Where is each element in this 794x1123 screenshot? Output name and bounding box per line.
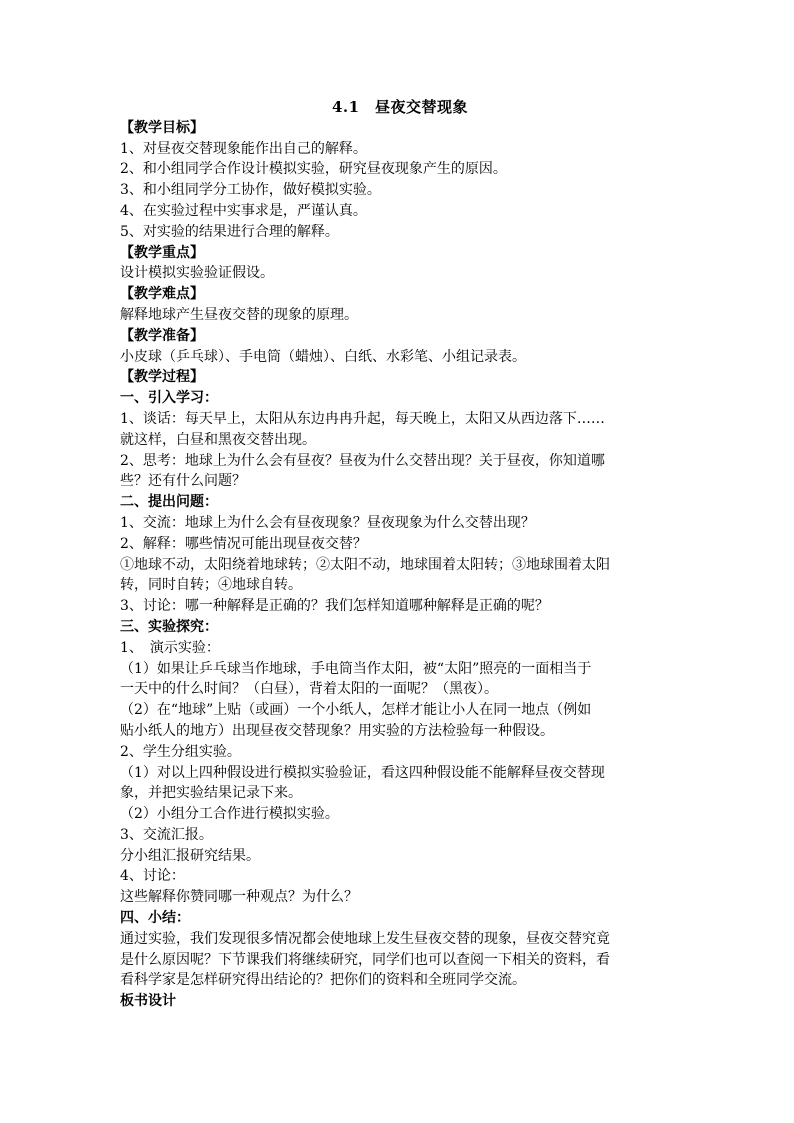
body-line: 2、解释：哪些情况可能出现昼夜交替？ xyxy=(120,535,367,552)
section-heading-experiment: 三、实验探究： xyxy=(120,618,218,635)
body-line: 这些解释你赞同哪一种观点？为什么？ xyxy=(120,889,358,906)
body-line: 1、 演示实验： xyxy=(120,639,220,656)
goals-heading: 【教学目标】 xyxy=(120,119,204,136)
section-heading-summary: 四、小结： xyxy=(120,910,190,927)
difficulty-text: 解释地球产生昼夜交替的现象的原理。 xyxy=(120,306,358,323)
goal-item: 2、和小组同学合作设计模拟实验，研究昼夜现象产生的原因。 xyxy=(120,161,507,178)
body-line: （1）如果让乒乓球当作地球，手电筒当作太阳，被“太阳”照亮的一面相当于 xyxy=(120,660,592,677)
section-heading-intro: 一、引入学习： xyxy=(120,390,218,407)
body-line: 是什么原因呢？下节课我们将继续研究，同学们也可以查阅一下相关的资料，看 xyxy=(120,951,610,968)
goal-item: 1、对昼夜交替现象能作出自己的解释。 xyxy=(120,140,367,157)
difficulty-heading: 【教学难点】 xyxy=(120,286,204,303)
body-line: 一天中的什么时间？（白昼），背着太阳的一面呢？（黑夜）。 xyxy=(120,681,498,698)
key-point-heading: 【教学重点】 xyxy=(120,244,204,261)
body-line: 1、交流：地球上为什么会有昼夜现象？昼夜现象为什么交替出现？ xyxy=(120,514,535,531)
body-line: 就这样，白昼和黑夜交替出现。 xyxy=(120,431,316,448)
document-page xyxy=(120,97,680,1012)
body-line: 2、思考：地球上为什么会有昼夜？昼夜为什么交替出现？关于昼夜，你知道哪 xyxy=(120,452,605,469)
body-line: 贴小纸人的地方）出现昼夜交替现象？用实验的方法检验每一种假设。 xyxy=(120,722,554,739)
page-title: 4.1 昼夜交替现象 xyxy=(331,98,469,116)
goal-item: 4、在实验过程中实事求是，严谨认真。 xyxy=(120,202,367,219)
key-point-text: 设计模拟实验验证假设。 xyxy=(120,265,274,282)
body-line: 1、谈话：每天早上，太阳从东边冉冉升起，每天晚上，太阳又从西边落下…… xyxy=(120,410,605,427)
body-line: 转，同时自转；④地球自转。 xyxy=(120,577,302,594)
body-line: （2）在“地球”上贴（或画）一个小纸人，怎样才能让小人在同一地点（例如 xyxy=(120,702,592,719)
body-line: （1）对以上四种假设进行模拟实验验证，看这四种假设能不能解释昼夜交替现 xyxy=(120,764,605,781)
body-line: 4、讨论： xyxy=(120,868,185,885)
board-design-heading: 板书设计 xyxy=(120,993,176,1010)
process-heading: 【教学过程】 xyxy=(120,369,204,386)
preparation-text: 小皮球（乒乓球）、手电筒（蜡烛）、白纸、水彩笔、小组记录表。 xyxy=(120,348,526,365)
body-line: 分小组汇报研究结果。 xyxy=(120,847,260,864)
section-heading-question: 二、提出问题： xyxy=(120,494,218,511)
goal-item: 3、和小组同学分工协作，做好模拟实验。 xyxy=(120,182,381,199)
body-line: 2、学生分组实验。 xyxy=(120,743,241,760)
body-line: 3、讨论：哪一种解释是正确的？我们怎样知道哪种解释是正确的呢？ xyxy=(120,598,549,615)
body-line: 通过实验，我们发现很多情况都会使地球上发生昼夜交替的现象，昼夜交替究竟 xyxy=(120,930,610,947)
body-line: 些？还有什么问题？ xyxy=(120,473,246,490)
body-line: 3、交流汇报。 xyxy=(120,826,213,843)
body-line: 象，并把实验结果记录下来。 xyxy=(120,785,302,802)
goal-item: 5、对实验的结果进行合理的解释。 xyxy=(120,223,339,240)
body-line: 看科学家是怎样研究得出结论的？把你们的资料和全班同学交流。 xyxy=(120,972,526,989)
body-line: （2）小组分工合作进行模拟实验。 xyxy=(120,806,339,823)
body-line: ①地球不动，太阳绕着地球转；②太阳不动，地球围着太阳转；③地球围着太阳 xyxy=(120,556,610,573)
preparation-heading: 【教学准备】 xyxy=(120,327,204,344)
